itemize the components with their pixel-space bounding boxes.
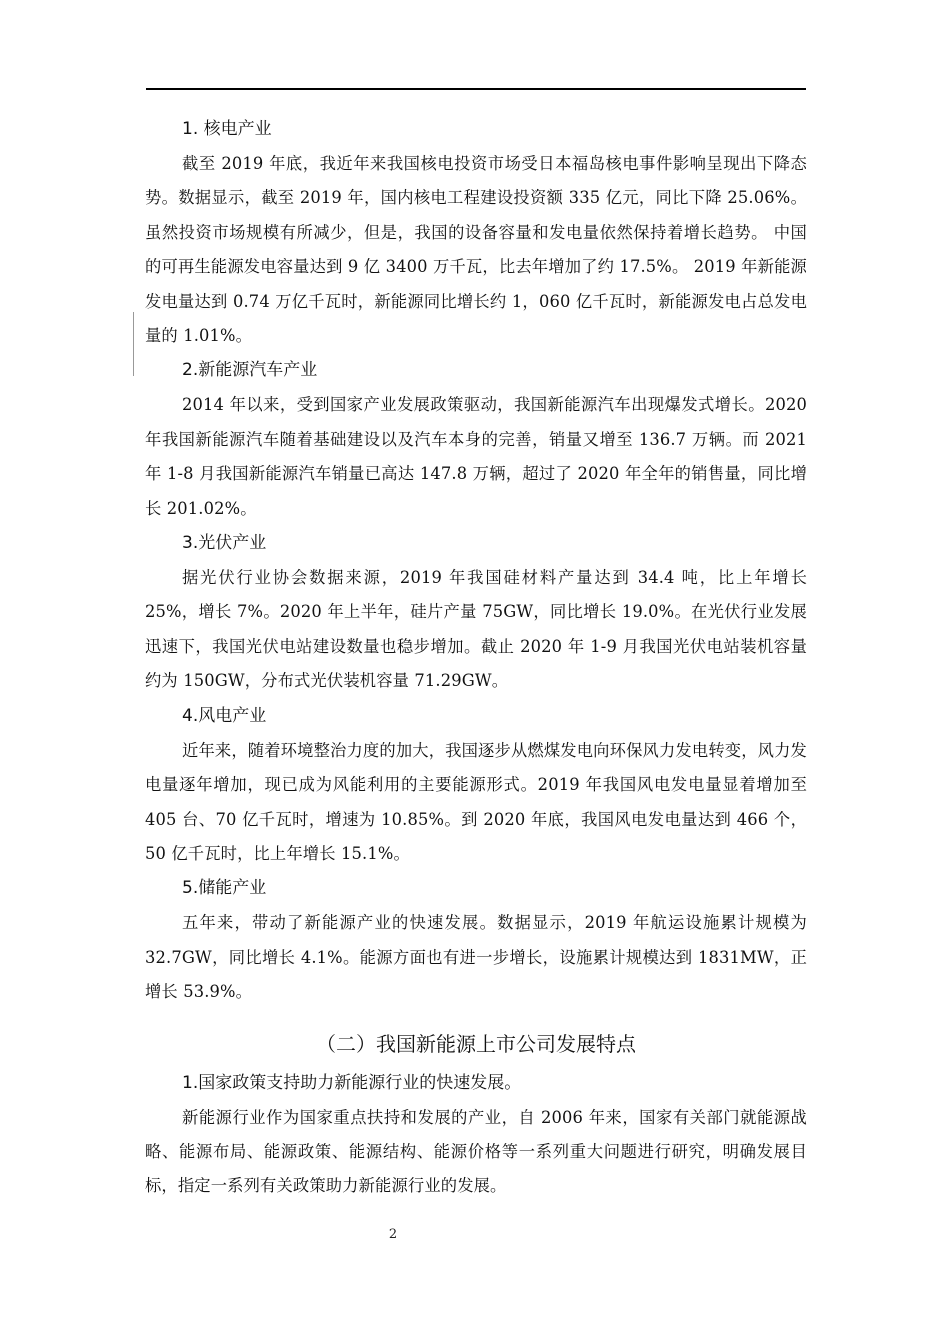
heading-wind-industry: 4.风电产业	[182, 705, 267, 726]
heading-nuclear-industry: 1. 核电产业	[182, 119, 272, 139]
paragraph-wind-industry: 近年来，随着环境整治力度的加大，我国逐步从燃煤发电向环保风力发电转变，风力发电量逐年增加，现已成为风能利用的主要能源形式。2019 年我国风电发电量显着增加至 405 台、70 亿千瓦时，增速为 10.85%。到 2020 年底，我国风电发电量达到 466 个，50 亿千瓦时，比上年增长 15.1%。	[145, 740, 807, 863]
section-pv	[145, 526, 807, 699]
section-title: （二）我国新能源上市公司发展特点	[316, 1031, 636, 1056]
section-nuclear	[145, 112, 807, 353]
margin-mark	[133, 312, 134, 376]
section-storage	[145, 871, 807, 1009]
heading-ev-industry: 2.新能源汽车产业	[182, 360, 318, 381]
section-ev	[145, 353, 807, 526]
document-body	[145, 112, 807, 1204]
page-number: 2	[388, 1227, 398, 1242]
heading-storage-industry: 5.储能产业	[182, 878, 267, 899]
paragraph-policy-support: 新能源行业作为国家重点扶持和发展的产业，自 2006 年来，国家有关部门就能源战略、能源布局、能源政策、能源结构、能源价格等一系列重大问题进行研究，明确发展目标，指定一系列有关政策助力新能源行业的发展。	[145, 1107, 807, 1196]
header-rule	[146, 88, 806, 90]
paragraph-nuclear-industry: 截至 2019 年底，我近年来我国核电投资市场受日本福岛核电事件影响呈现出下降态势。数据显示，截至 2019 年，国内核电工程建设投资额 335 亿元，同比下降 25.06%。虽然投资市场规模有所减少，但是，我国的设备容量和发电量依然保持着增长趋势。 中国的可再生能源发电容量达到 9 亿 3400 万千瓦，比去年增加了约 17.5%。 2019 年新能源发电量达到 0.74 万亿千瓦时，新能源同比增长约 1，060 亿千瓦时，新能源发电占总发电量的 1.01%。	[145, 154, 807, 346]
subsection-policy	[145, 1066, 807, 1204]
heading-policy-support: 1.国家政策支持助力新能源行业的快速发展。	[182, 1072, 522, 1093]
paragraph-pv-industry: 据光伏行业协会数据来源，2019 年我国硅材料产量达到 34.4 吨，比上年增长 25%，增长 7%。2020 年上半年，硅片产量 75GW，同比增长 19.0%。在光伏行业发展迅速下，我国光伏电站建设数量也稳步增加。截止 2020 年 1-9 月我国光伏电站装机容量约为 150GW，分布式光伏装机容量 71.29GW。	[145, 568, 807, 691]
paragraph-ev-industry: 2014 年以来，受到国家产业发展政策驱动，我国新能源汽车出现爆发式增长。2020 年我国新能源汽车随着基础建设以及汽车本身的完善，销量又增至 136.7 万辆。而 2021 年 1-8 月我国新能源汽车销量已高达 147.8 万辆，超过了 2020 年全年的销售量，同比增长 201.02%。	[145, 395, 807, 518]
heading-pv-industry: 3.光伏产业	[182, 533, 267, 554]
paragraph-storage-industry: 五年来，带动了新能源产业的快速发展。数据显示，2019 年航运设施累计规模为 32.7GW，同比增长 4.1%。能源方面也有进一步增长，设施累计规模达到 1831MW，正增长 53.9%。	[145, 913, 807, 1002]
section-wind	[145, 699, 807, 872]
